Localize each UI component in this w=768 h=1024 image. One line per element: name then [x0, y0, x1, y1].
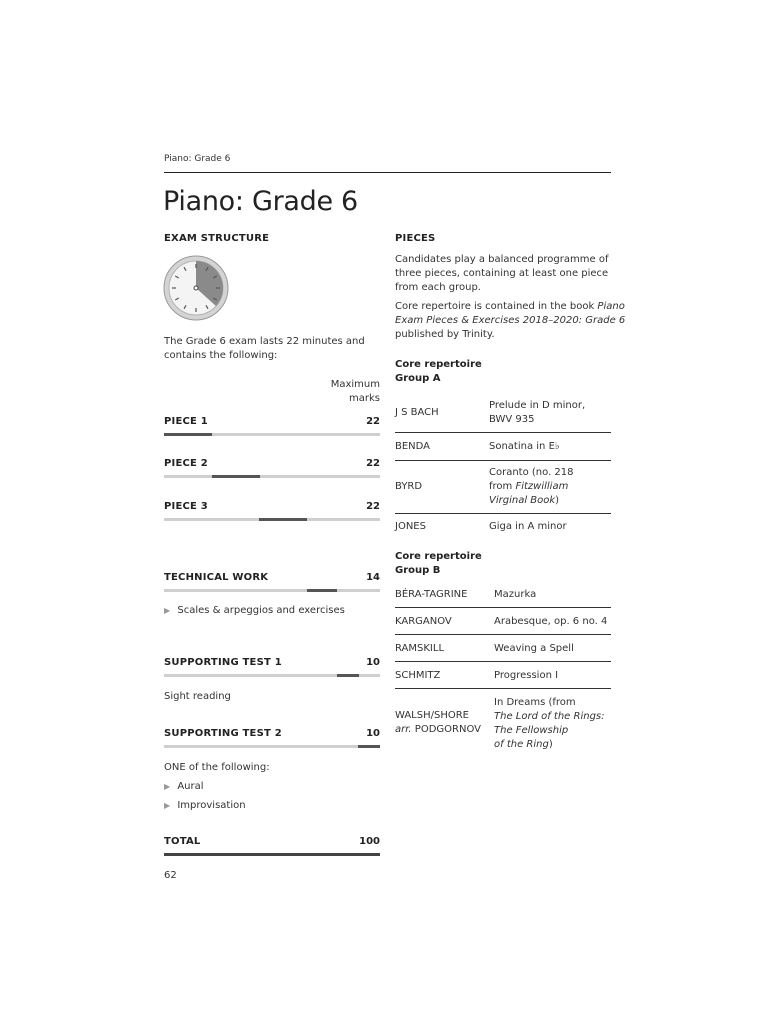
piece-1-marks: 22 — [366, 416, 380, 427]
table-rule — [395, 513, 611, 514]
supporting-test-2-marks: 10 — [366, 728, 380, 739]
piece-2-marks: 22 — [366, 458, 380, 469]
piece-cell: Progression I — [494, 670, 559, 681]
composer-cell: BENDA — [395, 441, 431, 452]
piece-2-bar-fill — [212, 475, 260, 478]
header-rule — [164, 172, 611, 173]
table-rule — [395, 460, 611, 461]
piece-cell: Giga in A minor — [489, 521, 567, 532]
composer-cell: BYRD — [395, 481, 423, 492]
supporting-test-2-bar-fill — [358, 745, 380, 748]
table-rule — [395, 607, 611, 608]
piece-2-bar — [164, 475, 380, 478]
technical-work-bar-fill — [307, 589, 337, 592]
piece-3-bar — [164, 518, 380, 521]
piece-cell: Prelude in D minor, BWV 935 — [489, 400, 586, 425]
piece-cell: Coranto (no. 218 from Fitzwilliam Virginal Book) — [489, 467, 574, 506]
composer-cell: SCHMITZ — [395, 670, 441, 681]
piece-cell: In Dreams (from The Lord of the Rings: The Fellowship of the Ring) — [494, 697, 605, 750]
composer-cell: J S BACH — [395, 407, 439, 418]
group-b-heading: Core repertoire Group B — [395, 551, 482, 576]
supporting-test-2-item: ▶ Improvisation — [164, 800, 246, 811]
composer-cell: RAMSKILL — [395, 643, 445, 654]
composer-cell: BÉRA-TAGRINE — [395, 589, 468, 600]
pieces-heading: PIECES — [395, 233, 436, 244]
technical-work-bar — [164, 589, 380, 592]
clock-icon — [163, 255, 229, 321]
page-number: 62 — [164, 870, 177, 881]
supporting-test-1-label: SUPPORTING TEST 1 — [164, 657, 282, 668]
bullet-icon: ▶ — [164, 782, 171, 791]
piece-cell: Weaving a Spell — [494, 643, 574, 654]
piece-cell: Arabesque, op. 6 no. 4 — [494, 616, 608, 627]
running-head: Piano: Grade 6 — [164, 154, 231, 164]
group-a-heading: Core repertoire Group A — [395, 359, 482, 384]
total-bar — [164, 853, 380, 856]
table-rule — [395, 634, 611, 635]
supporting-test-2-bar — [164, 745, 380, 748]
supporting-test-1-bar — [164, 674, 380, 677]
piece-1-bar-fill — [164, 433, 212, 436]
composer-cell: JONES — [395, 521, 426, 532]
exam-intro: The Grade 6 exam lasts 22 minutes and contains the following: — [164, 336, 365, 361]
table-rule — [395, 432, 611, 433]
piece-cell: Mazurka — [494, 589, 537, 600]
piece-2-label: PIECE 2 — [164, 458, 208, 469]
supporting-test-1-bar-fill — [337, 674, 359, 677]
composer-cell: WALSH/SHORE arr. PODGORNOV — [395, 710, 481, 735]
bullet-icon: ▶ — [164, 801, 171, 810]
composer-cell: KARGANOV — [395, 616, 452, 627]
total-marks: 100 — [359, 836, 380, 847]
piece-1-label: PIECE 1 — [164, 416, 208, 427]
piece-cell: Sonatina in E♭ — [489, 441, 560, 452]
bullet-icon: ▶ — [164, 606, 171, 615]
pieces-intro: Candidates play a balanced programme of three pieces, containing at least one piece from each group. — [395, 254, 609, 293]
piece-3-bar-fill — [259, 518, 307, 521]
supporting-test-1-marks: 10 — [366, 657, 380, 668]
piece-3-label: PIECE 3 — [164, 501, 208, 512]
exam-structure-heading: EXAM STRUCTURE — [164, 233, 270, 244]
supporting-test-2-label: SUPPORTING TEST 2 — [164, 728, 282, 739]
total-label: TOTAL — [164, 836, 201, 847]
supporting-test-1-text: Sight reading — [164, 691, 231, 702]
page-title: Piano: Grade 6 — [163, 186, 358, 217]
technical-item: ▶ Scales & arpeggios and exercises — [164, 605, 345, 616]
table-rule — [395, 688, 611, 689]
piece-3-marks: 22 — [366, 501, 380, 512]
technical-work-label: TECHNICAL WORK — [164, 572, 269, 583]
table-rule — [395, 661, 611, 662]
core-repertoire-note: Core repertoire is contained in the book Piano Exam Pieces & Exercises 2018–2020: Grade 6 published by Trinity. — [395, 301, 626, 340]
technical-work-marks: 14 — [366, 572, 380, 583]
supporting-test-2-item: ▶ Aural — [164, 781, 204, 792]
max-marks-header: Maximum marks — [330, 379, 380, 404]
piece-1-bar — [164, 433, 380, 436]
supporting-test-2-intro: ONE of the following: — [164, 762, 270, 773]
